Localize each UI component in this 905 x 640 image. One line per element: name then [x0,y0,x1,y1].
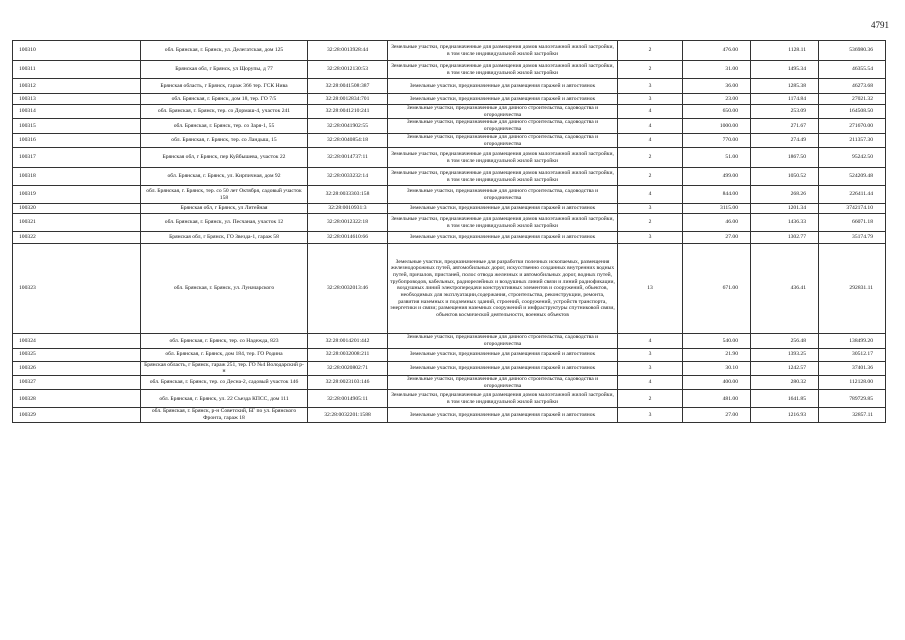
area-cell: 476.00 [683,41,751,61]
row-id-cell: 100327 [13,376,141,390]
specific-value-cell: 1867.50 [751,148,819,168]
area-cell: 36.00 [683,79,751,94]
land-purpose-cell: Земельные участки, предназначенные для размещения домов малоэтажной жилой застройки, в том числе индивидуальной жилой застройки [388,61,618,79]
row-id-cell: 100314 [13,105,141,119]
cadastral-value-cell: 138499.20 [819,334,886,348]
area-cell: 650.00 [683,105,751,119]
area-cell: 23.00 [683,94,751,105]
area-cell: 3115.00 [683,204,751,214]
specific-value-cell: 1641.85 [751,390,819,408]
area-cell: 27.00 [683,232,751,244]
specific-value-cell: 256.48 [751,334,819,348]
area-cell: 1000.00 [683,119,751,133]
cadastral-value-cell: 271670.00 [819,119,886,133]
address-cell: обл. Брянская, г. Брянск, тер. со Десна-2, садовый участок 146 [141,376,308,390]
area-cell: 481.00 [683,390,751,408]
cadastral-number-cell: 32:28:0033232:14 [308,168,388,186]
address-cell: обл. Брянская, г. Брянск, ул. Делегатская, дом 125 [141,41,308,61]
land-purpose-cell: Земельные участки, предназначенные для дачного строительства, садоводства и огородничества [388,334,618,348]
cadastral-table [12,40,886,423]
cadastral-value-cell: 46355.54 [819,61,886,79]
address-cell: обл. Брянская, г. Брянск, тер. со Надежда, 823 [141,334,308,348]
row-id-cell: 100326 [13,361,141,375]
address-cell: обл. Брянская, г. Брянск, тер. со 50 лет Октября, садовый участок 158 [141,186,308,204]
cadastral-number-cell: 32:28:0013928:44 [308,41,388,61]
cadastral-number-cell: 32:28:0020802:71 [308,361,388,375]
area-cell: 27.00 [683,408,751,422]
cadastral-number-cell: 32:28:0032008:211 [308,348,388,361]
address-cell: Брянская обл, г Брянск, ул Литейная [141,204,308,214]
cadastral-number-cell: 32:28:0041508:387 [308,79,388,94]
table-row [13,204,886,214]
row-id-cell: 100323 [13,244,141,334]
cadastral-number-cell: 32:28:0012130:53 [308,61,388,79]
area-cell: 770.00 [683,133,751,147]
table-row [13,214,886,232]
cadastral-number-cell: 32:28:0041210:241 [308,105,388,119]
table-row [13,376,886,390]
table-row [13,361,886,375]
specific-value-cell: 1201.34 [751,204,819,214]
row-id-cell: 100317 [13,148,141,168]
row-id-cell: 100321 [13,214,141,232]
table-row [13,244,886,334]
address-cell: Брянская область, г Брянск, гараж 251, тер. ГО №4 Володарский р-н [141,361,308,375]
row-id-cell: 100320 [13,204,141,214]
group-count-cell: 2 [618,168,683,186]
row-id-cell: 100310 [13,41,141,61]
group-count-cell: 3 [618,94,683,105]
cadastral-value-cell: 32857.11 [819,408,886,422]
land-purpose-cell: Земельные участки, предназначенные для размещения гаражей и автостоянок [388,232,618,244]
cadastral-number-cell: 32:28:0032201:1588 [308,408,388,422]
land-purpose-cell: Земельные участки, предназначенные для размещения домов малоэтажной жилой застройки, в том числе индивидуальной жилой застройки [388,148,618,168]
cadastral-value-cell: 789729.85 [819,390,886,408]
cadastral-number-cell: 32:28:0014201:442 [308,334,388,348]
table-row [13,61,886,79]
group-count-cell: 4 [618,119,683,133]
area-cell: 671.00 [683,244,751,334]
address-cell: обл. Брянская, г. Брянск, ул. 22 Съезда КПСС, дом 111 [141,390,308,408]
group-count-cell: 3 [618,232,683,244]
specific-value-cell: 1302.77 [751,232,819,244]
specific-value-cell: 274.49 [751,133,819,147]
specific-value-cell: 268.26 [751,186,819,204]
area-cell: 30.10 [683,361,751,375]
land-purpose-cell: Земельные участки, предназначенные для дачного строительства, садоводства и огородничества [388,186,618,204]
group-count-cell: 13 [618,244,683,334]
cadastral-number-cell: 32:28:0033303:158 [308,186,388,204]
cadastral-number-cell: 32:28:0040854:18 [308,133,388,147]
specific-value-cell: 280.32 [751,376,819,390]
group-count-cell: 4 [618,186,683,204]
land-purpose-cell: Земельные участки, предназначенные для размещения гаражей и автостоянок [388,408,618,422]
address-cell: обл. Брянская, г. Брянск, ул. Кирпичная, дом 92 [141,168,308,186]
specific-value-cell: 253.09 [751,105,819,119]
table-row [13,348,886,361]
group-count-cell: 3 [618,204,683,214]
row-id-cell: 100328 [13,390,141,408]
table-row [13,41,886,61]
land-purpose-cell: Земельные участки, предназначенные для размещения домов малоэтажной жилой застройки, в том числе индивидуальной жилой застройки [388,41,618,61]
row-id-cell: 100324 [13,334,141,348]
group-count-cell: 4 [618,133,683,147]
address-cell: обл. Брянская, г. Брянск, ул. Песчаная, участок 12 [141,214,308,232]
cadastral-number-cell: 32:28:0014905:11 [308,390,388,408]
cadastral-value-cell: 66071.18 [819,214,886,232]
address-cell: обл. Брянская, г. Брянск, ул. Луначарского [141,244,308,334]
group-count-cell: 4 [618,376,683,390]
land-purpose-cell: Земельные участки, предназначенные для дачного строительства, садоводства и огородничества [388,133,618,147]
group-count-cell: 2 [618,61,683,79]
area-cell: 844.00 [683,186,751,204]
land-purpose-cell: Земельные участки, предназначенные для размещения домов малоэтажной жилой застройки, в том числе индивидуальной жилой застройки [388,390,618,408]
cadastral-value-cell: 536980.36 [819,41,886,61]
table-row [13,133,886,147]
table-row [13,94,886,105]
area-cell: 46.00 [683,214,751,232]
table-row [13,148,886,168]
specific-value-cell: 1242.57 [751,361,819,375]
area-cell: 540.00 [683,334,751,348]
row-id-cell: 100315 [13,119,141,133]
cadastral-value-cell: 95242.50 [819,148,886,168]
area-cell: 51.00 [683,148,751,168]
group-count-cell: 2 [618,148,683,168]
specific-value-cell: 436.41 [751,244,819,334]
specific-value-cell: 1393.25 [751,348,819,361]
table-row [13,105,886,119]
row-id-cell: 100325 [13,348,141,361]
group-count-cell: 3 [618,361,683,375]
row-id-cell: 100318 [13,168,141,186]
address-cell: обл. Брянская, г. Брянск, дом 18, тер. ГО 7/5 [141,94,308,105]
land-purpose-cell: Земельные участки, предназначенные для размещения домов малоэтажной жилой застройки, в том числе индивидуальной жилой застройки [388,214,618,232]
cadastral-value-cell: 35174.79 [819,232,886,244]
cadastral-number-cell: 32:28:0012834:701 [308,94,388,105]
cadastral-value-cell: 292831.11 [819,244,886,334]
address-cell: Брянская обл, г Брянск, ГО Звезда-1, гараж 58 [141,232,308,244]
land-purpose-cell: Земельные участки, предназначенные для размещения гаражей и автостоянок [388,79,618,94]
table-row [13,334,886,348]
area-cell: 31.00 [683,61,751,79]
area-cell: 21.90 [683,348,751,361]
table-row [13,168,886,186]
table-row [13,119,886,133]
cadastral-value-cell: 112128.00 [819,376,886,390]
land-purpose-cell: Земельные участки, предназначенные для размещения гаражей и автостоянок [388,348,618,361]
address-cell: Брянская обл, г Брянск, ул Щорупы, д 77 [141,61,308,79]
specific-value-cell: 1285.38 [751,79,819,94]
address-cell: Брянская область, г Брянск, гараж 366 тер. ГСК Нива [141,79,308,94]
cadastral-number-cell: 32:28:0014610:66 [308,232,388,244]
specific-value-cell: 1128.11 [751,41,819,61]
specific-value-cell: 1050.52 [751,168,819,186]
table-row [13,186,886,204]
specific-value-cell: 1174.84 [751,94,819,105]
group-count-cell: 4 [618,105,683,119]
page-number: 4791 [871,20,889,30]
row-id-cell: 100313 [13,94,141,105]
land-purpose-cell: Земельные участки, предназначенные для дачного строительства, садоводства и огородничества [388,119,618,133]
cadastral-value-cell: 27021.32 [819,94,886,105]
group-count-cell: 2 [618,214,683,232]
group-count-cell: 4 [618,334,683,348]
address-cell: обл. Брянская, г. Брянск, тер. со Дормаш-4, участок 241 [141,105,308,119]
cadastral-number-cell: 32:28:0014737:11 [308,148,388,168]
cadastral-number-cell: 32:28:0012322:18 [308,214,388,232]
specific-value-cell: 271.67 [751,119,819,133]
land-purpose-cell: Земельные участки, предназначенные для дачного строительства, садоводства и огородничества [388,105,618,119]
group-count-cell: 3 [618,79,683,94]
group-count-cell: 3 [618,408,683,422]
cadastral-value-cell: 211357.30 [819,133,886,147]
cadastral-number-cell: 32:28:0010931:3 [308,204,388,214]
group-count-cell: 2 [618,390,683,408]
specific-value-cell: 1216.93 [751,408,819,422]
table-row [13,390,886,408]
land-purpose-cell: Земельные участки, предназначенные для размещения гаражей и автостоянок [388,204,618,214]
group-count-cell: 3 [618,348,683,361]
land-purpose-cell: Земельные участки, предназначенные для размещения гаражей и автостоянок [388,361,618,375]
table-row [13,232,886,244]
cadastral-value-cell: 226411.44 [819,186,886,204]
cadastral-value-cell: 30512.17 [819,348,886,361]
address-cell: обл. Брянская, г. Брянск, тер. со Ландыш, 15 [141,133,308,147]
address-cell: Брянская обл, г Брянск, пер Куйбышева, участок 22 [141,148,308,168]
specific-value-cell: 1495.34 [751,61,819,79]
table-row [13,79,886,94]
row-id-cell: 100312 [13,79,141,94]
row-id-cell: 100329 [13,408,141,422]
area-cell: 400.00 [683,376,751,390]
row-id-cell: 100322 [13,232,141,244]
cadastral-number-cell: 32:28:0041902:55 [308,119,388,133]
land-purpose-cell: Земельные участки, предназначенные для размещения домов малоэтажной жилой застройки, в том числе индивидуальной жилой застройки [388,168,618,186]
area-cell: 499.00 [683,168,751,186]
cadastral-number-cell: 32:28:0023103:146 [308,376,388,390]
land-purpose-cell: Земельные участки, предназначенные для размещения гаражей и автостоянок [388,94,618,105]
table-row [13,408,886,422]
cadastral-number-cell: 32:28:0032013:46 [308,244,388,334]
row-id-cell: 100311 [13,61,141,79]
row-id-cell: 100319 [13,186,141,204]
cadastral-value-cell: 37401.36 [819,361,886,375]
cadastral-value-cell: 46273.68 [819,79,886,94]
address-cell: обл. Брянская, г. Брянск, дом 184, тер. ГО Родина [141,348,308,361]
cadastral-value-cell: 3742174.10 [819,204,886,214]
land-purpose-cell: Земельные участки, предназначенные для разработки полезных ископаемых, размещения железнодорожных путей, автомобильных дорог, искусственно созданных внутренних водных путей, причалов, пристаней, полос отвода железных и автомобильных дорог, водных путей, трубопроводов, кабельных, радиорелейных и воздушных линий связи и линий радиофикации, воздушных линий электропередачи конструктивных элементов и сооружений, объектов, необходимых для эксплуатации,содержания, строительства, реконструкции, ремонта, развития наземных и подземных зданий, строений, сооружений, устройств транспорта, энергетики и связи; размещения наземных сооружений и инфраструктуры спутниковой связи, объектов космической деятельности, военных объектов [388,244,618,334]
row-id-cell: 100316 [13,133,141,147]
group-count-cell: 2 [618,41,683,61]
cadastral-value-cell: 524209.48 [819,168,886,186]
cadastral-value-cell: 164508.50 [819,105,886,119]
address-cell: обл. Брянская, г. Брянск, р-н Советский, БГ по ул. Брянского Фронта, гараж 18 [141,408,308,422]
address-cell: обл. Брянская, г. Брянск, тер. со Заря-1, 55 [141,119,308,133]
land-purpose-cell: Земельные участки, предназначенные для дачного строительства, садоводства и огородничества [388,376,618,390]
specific-value-cell: 1436.33 [751,214,819,232]
